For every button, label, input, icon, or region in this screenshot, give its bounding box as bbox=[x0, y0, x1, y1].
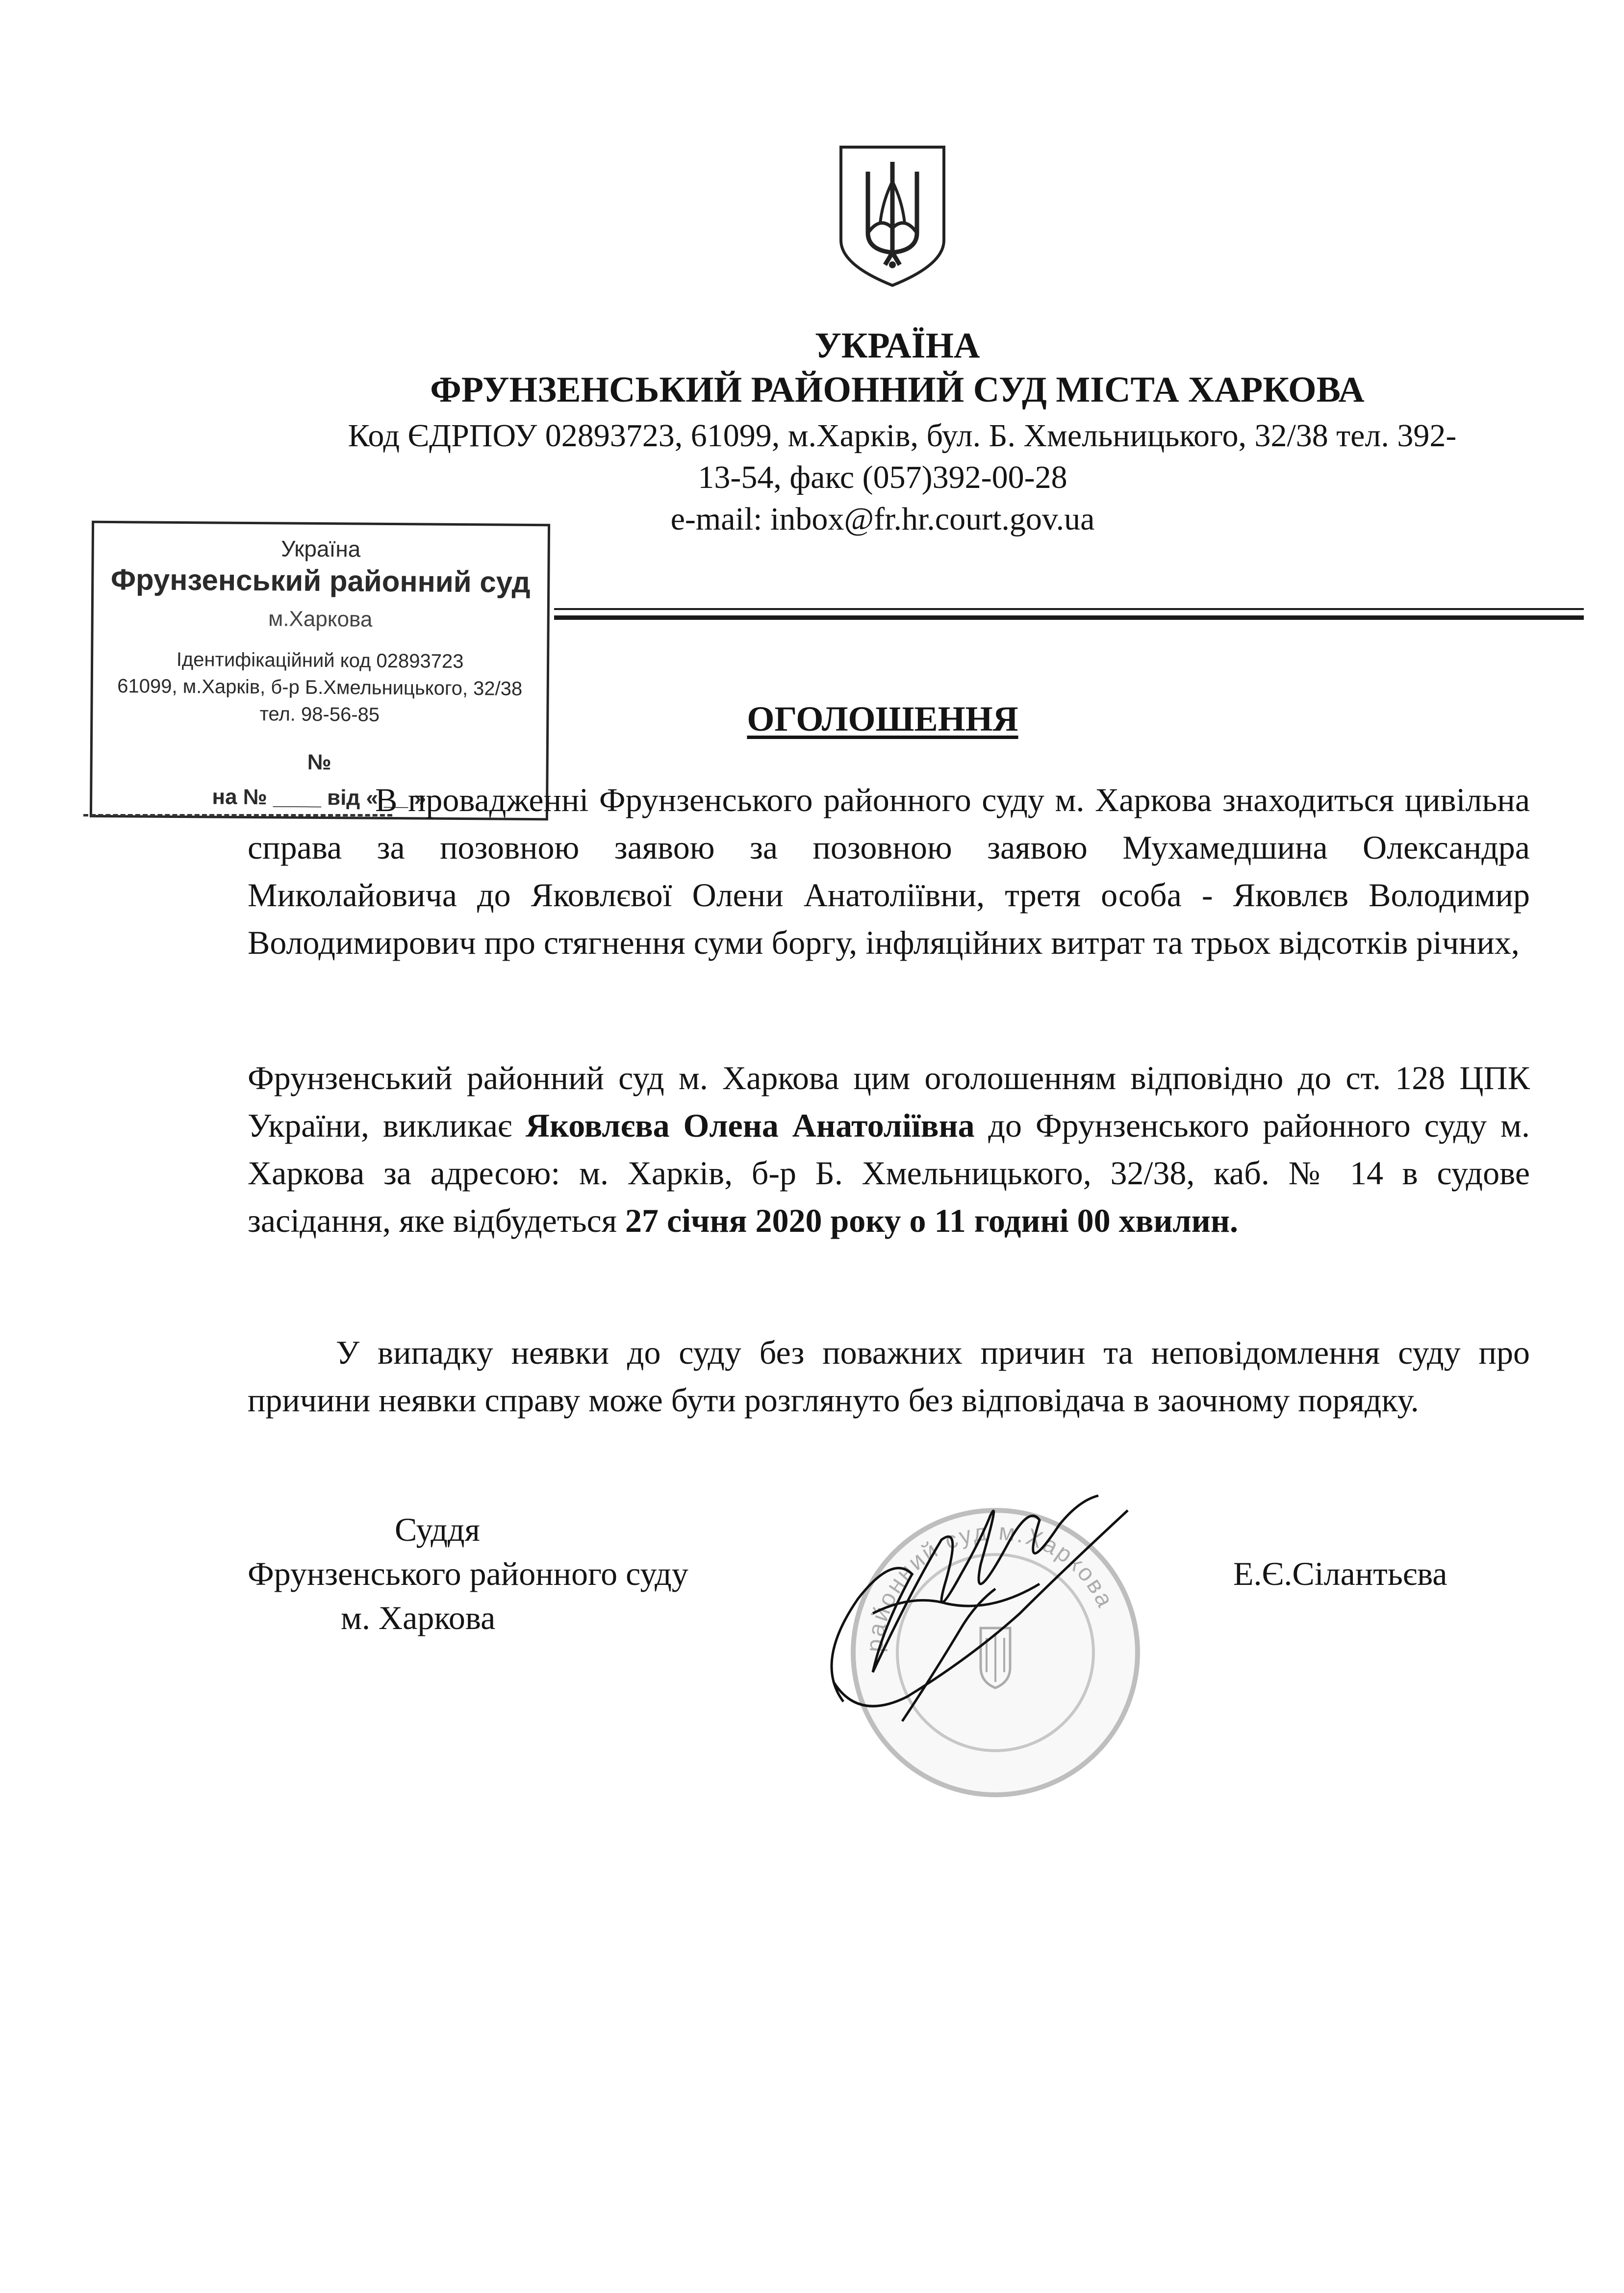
header-address-line-1: Код ЄДРПОУ 02893723, 61099, м.Харків, бул. Б. Хмельницького, 32/38 тел. 392- bbox=[348, 418, 1457, 454]
paragraph-case-description: В провадженні Фрунзенського районного суду м. Харкова знаходиться цивільна справа за позовною заявою за позовною заявою Мухамедшина Олександра Миколайовича до Яковлєвої Олени Анатоліївни, третя особа - Яковлєв Володимир Володимирович про стягнення суми боргу, інфляційних витрат та трьох відсотків річних, bbox=[248, 781, 1530, 961]
signature-city: м. Харкова bbox=[341, 1599, 496, 1636]
coat-of-arms-icon bbox=[834, 142, 951, 289]
registration-stamp bbox=[90, 521, 550, 821]
stamp-id-code: Ідентифікаційний код 02893723 bbox=[176, 648, 464, 673]
header-email-line: e-mail: inbox@fr.hr.court.gov.ua bbox=[670, 501, 1095, 537]
header-address-line-2: 13-54, факс (057)392-00-28 bbox=[698, 459, 1067, 495]
document-title: ОГОЛОШЕННЯ bbox=[747, 699, 1018, 739]
signature-judge-title: Суддя bbox=[395, 1511, 480, 1548]
stamp-reference-field: на № ____ від « __ » bbox=[212, 785, 427, 811]
signature-court: Фрунзенського районного суду bbox=[248, 1555, 688, 1592]
stamp-country: Україна bbox=[280, 535, 361, 562]
stamp-court-name: Фрунзенський районний суд bbox=[110, 563, 531, 599]
summons-text-middle: до Фрунзенського районного суду м. Харкова за адресою: м. Харків, б-р Б. Хмельницького, 32/38, каб. № 14 в судове засідання, яке відбудеться bbox=[248, 1107, 1530, 1239]
official-seal-with-signature bbox=[785, 1466, 1201, 1805]
header-court-name: ФРУНЗЕНСЬКИЙ РАЙОННИЙ СУД МІСТА ХАРКОВА bbox=[430, 370, 1365, 410]
hearing-date: 27 січня 2020 року о 11 годині 00 хвилин. bbox=[625, 1202, 1239, 1239]
stamp-address: 61099, м.Харків, б-р Б.Хмельницького, 32/38 bbox=[117, 675, 523, 700]
stamp-number-field: № bbox=[307, 750, 331, 775]
seal-icon bbox=[853, 1510, 1138, 1795]
paragraph-absence-warning: У випадку неявки до суду без поважних причин та неповідомлення суду про причини неявки справу може бути розглянуто без відповідача в заочному порядку. bbox=[248, 1334, 1530, 1419]
seal-text: районний суд м.Харкова bbox=[862, 1519, 1119, 1653]
header-divider-thin bbox=[554, 608, 1584, 610]
header-country: УКРАЇНА bbox=[814, 326, 980, 366]
defendant-name: Яковлєва Олена Анатоліївна bbox=[525, 1107, 975, 1144]
summons-text-start: Фрунзенський районний суд м. Харкова цим оголошенням відповідно до ст. 128 ЦПК України, викликає bbox=[248, 1059, 1530, 1144]
stamp-phone: тел. 98-56-85 bbox=[259, 703, 380, 726]
stamp-city: м.Харкова bbox=[268, 607, 373, 632]
paragraph-summons bbox=[248, 1054, 1530, 1245]
signature-judge-name: Е.Є.Сілантьєва bbox=[1233, 1555, 1447, 1592]
header-divider-thick bbox=[554, 615, 1584, 620]
